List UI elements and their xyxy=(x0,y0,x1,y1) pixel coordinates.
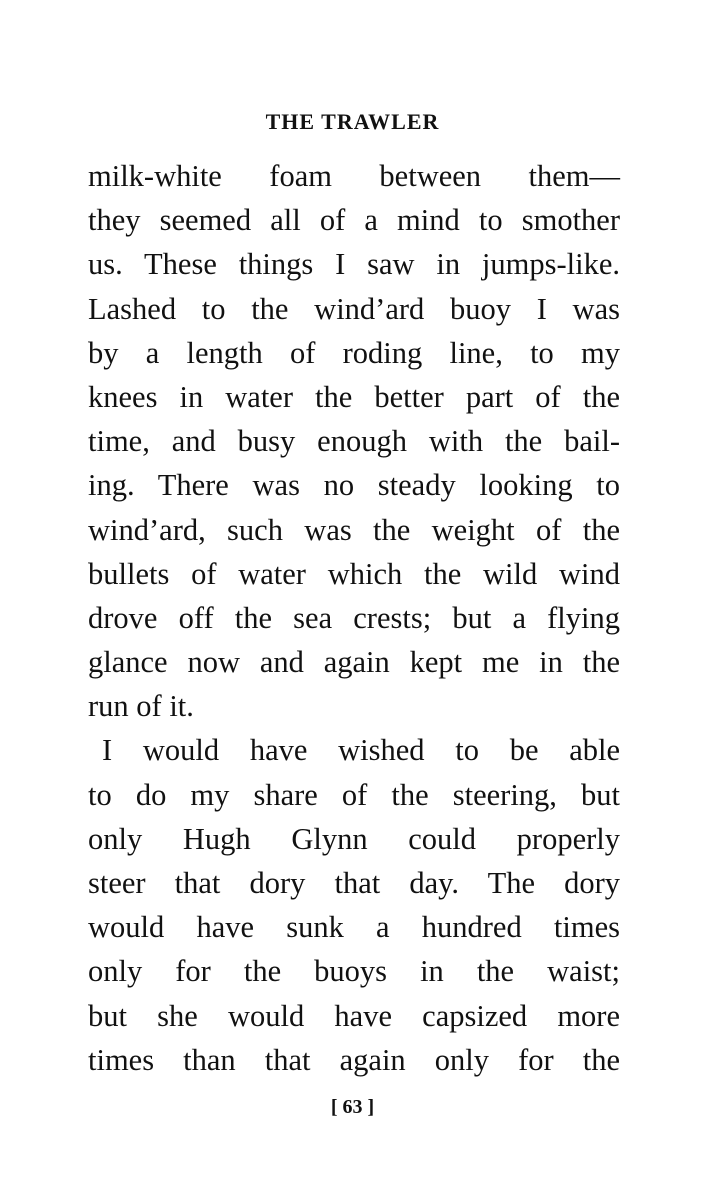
text-line: steer that dory that day. The dory xyxy=(88,866,620,900)
text-line: knees in water the better part of the xyxy=(88,379,620,414)
text-line: but she would have capsized more xyxy=(88,998,620,1033)
text-line: times than that again only for the xyxy=(88,1042,620,1077)
text-line: only for the buoys in the waist; xyxy=(88,954,620,989)
text-line: glance now and again kept me in the xyxy=(88,645,620,680)
text-line: time, and busy enough with the bail- xyxy=(88,424,620,459)
text-line: would have sunk a hundred times xyxy=(88,910,620,945)
text-line: ing. There was no steady looking to xyxy=(88,468,620,503)
text-line: run of it. xyxy=(88,689,194,724)
text-line: milk-white foam between them— xyxy=(88,159,620,193)
text-line: by a length of roding line, to my xyxy=(88,335,620,370)
text-line: drove off the sea crests; but a flying xyxy=(88,600,620,635)
text-line: us. These things I saw in jumps-like. xyxy=(88,247,620,282)
text-line: only Hugh Glynn could properly xyxy=(88,821,620,856)
text-line: they seemed all of a mind to smother xyxy=(88,203,620,238)
text-line: Lashed to the wind’ard buoy I was xyxy=(88,291,620,326)
text-line: bullets of water which the wild wind xyxy=(88,556,620,591)
text-line: wind’ard, such was the weight of the xyxy=(88,512,620,547)
page-number: [ 63 ] xyxy=(330,1096,375,1118)
text-line: to do my share of the steering, but xyxy=(88,777,620,812)
running-head: THE TRAWLER xyxy=(265,109,440,134)
body-text xyxy=(88,154,620,1082)
text-line: I would have wished to be able xyxy=(102,733,620,768)
